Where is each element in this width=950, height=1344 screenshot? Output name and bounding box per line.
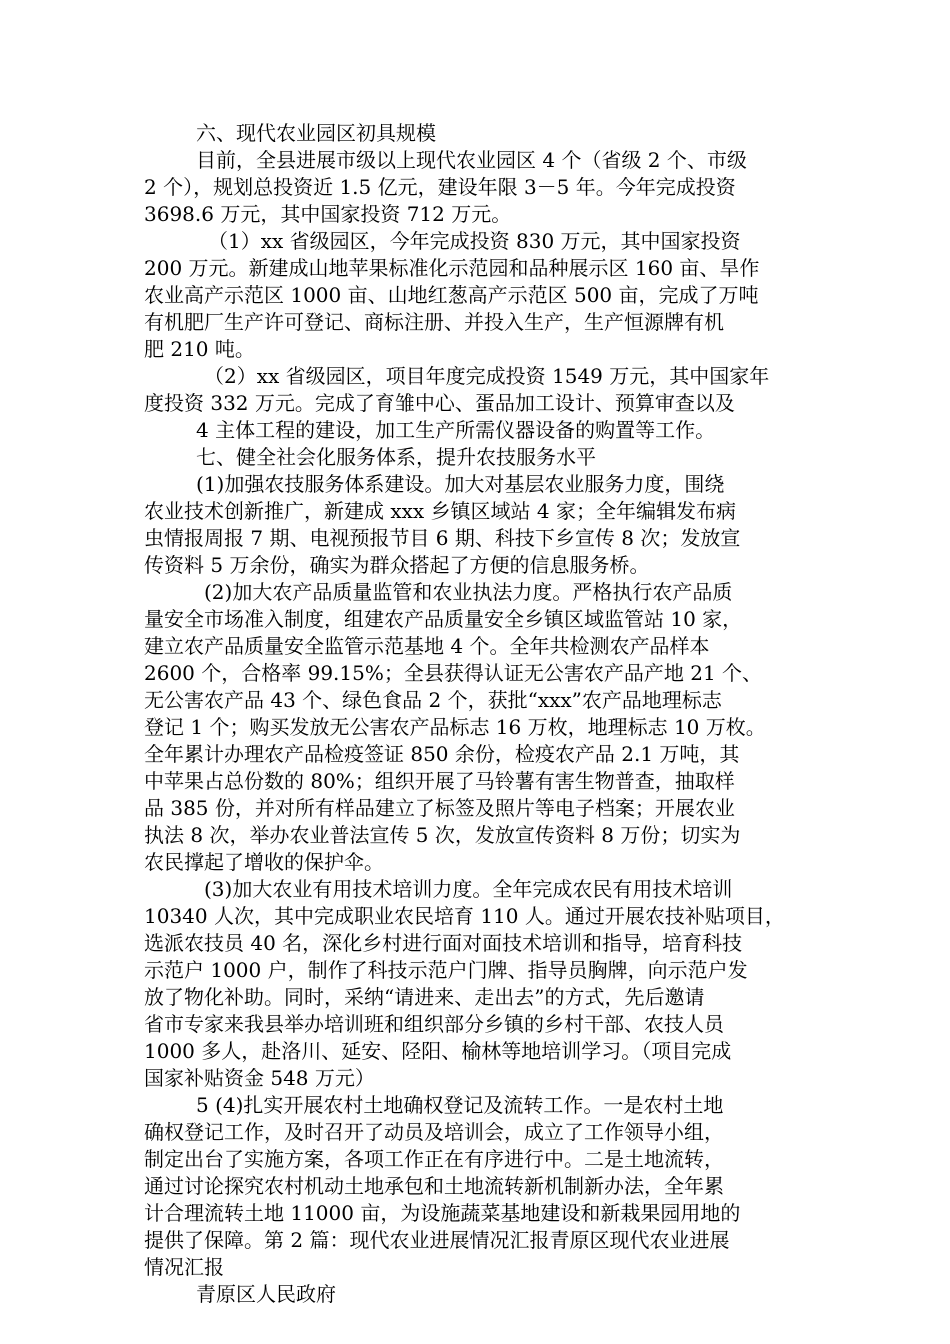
text-line: (2)加大农产品质量监管和农业执法力度。严格执行农产品质 (204, 580, 733, 604)
text-line: (1)加强农技服务体系建设。加大对基层农业服务力度，围绕 (196, 472, 725, 496)
document-body (144, 120, 814, 1308)
text-line: 2 个），规划总投资近 1.5 亿元，建设年限 3－5 年。今年完成投资 (144, 175, 736, 199)
text-line: 中苹果占总份数的 80%；组织开展了马铃薯有害生物普查，抽取样 (144, 769, 735, 793)
text-line: 品 385 份，并对所有样品建立了标签及照片等电子档案；开展农业 (144, 796, 735, 820)
section-heading-six: 六、现代农业园区初具规模 (196, 121, 436, 145)
text-line: 确权登记工作，及时召开了动员及培训会，成立了工作领导小组， (144, 1120, 724, 1144)
text-line: 建立农产品质量安全监管示范基地 4 个。全年共检测农产品样本 (144, 634, 710, 658)
text-line: （2）xx 省级园区，项目年度完成投资 1549 万元，其中国家年 (204, 364, 770, 388)
text-line: 度投资 332 万元。完成了育雏中心、蛋品加工设计、预算审查以及 (144, 391, 735, 415)
text-line: 无公害农产品 43 个、绿色食品 2 个，获批“xxx”农产品地理标志 (144, 688, 722, 712)
text-line: 2600 个，合格率 99.15%；全县获得认证无公害农产品产地 21 个、 (144, 661, 763, 685)
text-line: 情况汇报 (144, 1255, 224, 1279)
text-line: 省市专家来我县举办培训班和组织部分乡镇的乡村干部、农技人员 (144, 1012, 724, 1036)
text-line: 国家补贴资金 548 万元） (144, 1066, 375, 1090)
text-line: 200 万元。新建成山地苹果标准化示范园和品种展示区 160 亩、旱作 (144, 256, 760, 280)
text-line: 肥 210 吨。 (144, 337, 255, 361)
text-line: 有机肥厂生产许可登记、商标注册、并投入生产，生产恒源牌有机 (144, 310, 724, 334)
text-line: (3)加大农业有用技术培训力度。全年完成农民有用技术培训 (204, 877, 733, 901)
text-line: 目前，全县进展市级以上现代农业园区 4 个（省级 2 个、市级 (196, 148, 747, 172)
text-line: 量安全市场准入制度，组建农产品质量安全乡镇区域监管站 10 家， (144, 607, 743, 631)
text-line: （1）xx 省级园区，今年完成投资 830 万元，其中国家投资 (208, 229, 741, 253)
text-line: 农业高产示范区 1000 亩、山地红葱高产示范区 500 亩，完成了万吨 (144, 283, 759, 307)
text-line: 青原区人民政府 (196, 1282, 336, 1306)
text-line: 传资料 5 万余份，确实为群众搭起了方便的信息服务桥。 (144, 553, 650, 577)
text-line: 4 主体工程的建设，加工生产所需仪器设备的购置等工作。 (196, 418, 716, 442)
text-line: 提供了保障。第 2 篇：现代农业进展情况汇报青原区现代农业进展 (144, 1228, 730, 1252)
text-line: 制定出台了实施方案，各项工作正在有序进行中。二是土地流转， (144, 1147, 724, 1171)
text-line: 农业技术创新推广，新建成 xxx 乡镇区域站 4 家；全年编辑发布病 (144, 499, 736, 523)
text-line: 3698.6 万元，其中国家投资 712 万元。 (144, 202, 512, 226)
text-line: 登记 1 个；购买发放无公害农产品标志 16 万枚，地理标志 10 万枚。 (144, 715, 766, 739)
section-heading-seven: 七、健全社会化服务体系，提升农技服务水平 (196, 445, 596, 469)
text-line: 计合理流转土地 11000 亩，为设施蔬菜基地建设和新栽果园用地的 (144, 1201, 741, 1225)
text-line: 执法 8 次，举办农业普法宣传 5 次，发放宣传资料 8 万份；切实为 (144, 823, 741, 847)
text-line: 选派农技员 40 名，深化乡村进行面对面技术培训和指导，培育科技 (144, 931, 743, 955)
text-line: 通过讨论探究农村机动土地承包和土地流转新机制新办法，全年累 (144, 1174, 724, 1198)
text-line: 农民撑起了增收的保护伞。 (144, 850, 384, 874)
text-line: 放了物化补助。同时，采纳“请进来、走出去”的方式，先后邀请 (144, 985, 705, 1009)
text-line: 5 (4)扎实开展农村土地确权登记及流转工作。一是农村土地 (196, 1093, 724, 1117)
text-line: 10340 人次，其中完成职业农民培育 110 人。通过开展农技补贴项目， (144, 904, 785, 928)
text-line: 虫情报周报 7 期、电视预报节目 6 期、科技下乡宣传 8 次；发放宣 (144, 526, 741, 550)
text-line: 全年累计办理农产品检疫签证 850 余份，检疫农产品 2.1 万吨，其 (144, 742, 740, 766)
text-line: 1000 多人，赴洛川、延安、陉阳、榆林等地培训学习。（项目完成 (144, 1039, 732, 1063)
text-line: 示范户 1000 户，制作了科技示范户门牌、指导员胸牌，向示范户发 (144, 958, 748, 982)
